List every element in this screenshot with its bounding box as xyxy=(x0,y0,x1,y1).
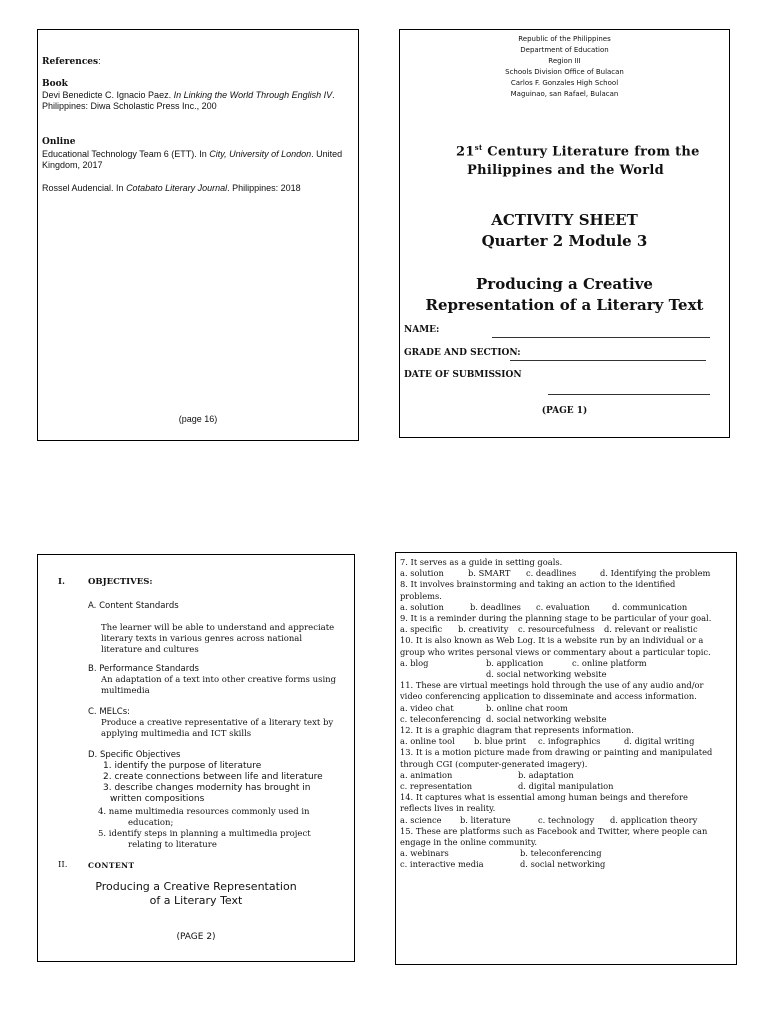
objectives-page xyxy=(37,554,355,962)
question-9-options: a. specific b. creativity c. resourcefulness d. relevant or realistic xyxy=(400,624,698,635)
page-number: (PAGE 2) xyxy=(176,932,216,942)
question-14-options: a. science b. literature c. technology d. application theory xyxy=(400,814,698,825)
online-reference-1: Educational Technology Team 6 (ETT). In City, University of London. United Kingdom, 2017 xyxy=(42,149,343,170)
specific-objective-2: 2. create connections between life and literature xyxy=(103,772,323,782)
date-submission-label: DATE OF SUBMISSION xyxy=(404,370,522,380)
date-submission-line[interactable] xyxy=(548,394,710,395)
subject-title: 21st Century Literature from the Philippines and the World xyxy=(456,143,700,179)
content-standards-label: A. Content Standards xyxy=(88,601,179,611)
section-1-title: OBJECTIVES: xyxy=(88,577,153,587)
topic-title: Producing a Creative Representation of a Literary Text xyxy=(425,275,704,314)
questions-page xyxy=(395,552,737,965)
question-13: 13. It is a motion picture made from drawing or painting and manipulated xyxy=(400,747,713,758)
page-number: (PAGE 1) xyxy=(541,406,588,416)
question-12: 12. It is a graphic diagram that represents information. xyxy=(400,725,634,736)
content-title: Producing a Creative Representation of a Literary Text xyxy=(95,880,297,907)
question-8: 8. It involves brainstorming and taking an action to the identified xyxy=(400,579,676,590)
school-header: Republic of the Philippines Department of Education Region III Schools Division Office of Bulacan Carlos F. Gonzales High School Maguinao, san Rafael, Bulacan xyxy=(505,35,624,98)
melcs-label: C. MELCs: xyxy=(88,707,131,717)
question-12-options: a. online tool b. blue print c. infographics d. digital writing xyxy=(400,736,695,747)
question-8-options: a. solution b. deadlines c. evaluation d. communication xyxy=(400,601,688,612)
question-7: 7. It serves as a guide in setting goals. xyxy=(400,557,563,567)
activity-sheet-title: ACTIVITY SHEET Quarter 2 Module 3 xyxy=(481,211,648,250)
online-reference-2: Rossel Audencial. In Cotabato Literary Journal. Philippines: 2018 xyxy=(42,183,301,193)
book-label: Book xyxy=(42,79,68,89)
question-10: 10. It is also known as Web Log. It is a website run by an individual or a xyxy=(400,635,704,646)
section-2-number: II. xyxy=(58,860,68,870)
book-reference: Devi Benedicte C. Ignacio Paez. In Linking the World Through English IV. Philippines: Diwa Scholastic Press Inc., 200 xyxy=(42,90,335,111)
specific-objective-4: 4. name multimedia resources commonly used in education; xyxy=(98,807,310,828)
question-10-options: a. blog b. application c. online platform xyxy=(400,657,647,668)
content-standards-text: The learner will be able to understand and appreciate literary texts in various genres across national literature and cultures xyxy=(101,623,335,655)
references-heading: References: xyxy=(42,56,101,67)
question-11-options: a. video chat b. online chat room xyxy=(400,702,568,713)
online-label: Online xyxy=(42,137,76,147)
question-11: 11. These are virtual meetings hold through the use of any audio and/or xyxy=(400,680,704,691)
specific-objective-5: 5. identify steps in planning a multimedia project relating to literature xyxy=(98,829,311,850)
question-7-options: a. solution b. SMART c. deadlines d. Identifying the problem xyxy=(400,568,711,579)
question-list: 7. It serves as a guide in setting goals. a. solution b. SMART c. deadlines d. Identifying the problem 8. It involves brainstorming and taking an action to the identified problems. a. solution b. deadlines c. evaluation d. communication 9. It is a reminder during the planning stage to be particular of your goal. a. specific b. creativity c. resourcefulness d. relevant or realistic 10. It is also known as Web Log. It is a website run by an individual or a group who writes personal views or commentary about a particular topic. a. blog b. application c. online platform d. social networking website 11. These are virtual meetings hold through the use of any audio and/or video conferencing application to disseminate and access information. a. video chat b. online chat room c. teleconferencing d. social networking website 12. It is a graphic diagram that represents information. a. online tool b. blue print c. infographics d. digital writing 13. It is a motion picture made from drawing or painting and manipulated through CGI (computer-generated imagery). a. animation b. adaptation c. representation d. digital manipulation 14. It captures what is essential among human beings and therefore reflects lives in reality. a. science b. literature c. technology d. application theory 15. These are platforms such as Facebook and Twitter, where people can engage in the online community. a. webinars b. teleconferencing c. interactive media d. social networking xyxy=(400,557,732,871)
grade-section-line[interactable] xyxy=(510,360,706,361)
question-13-options: a. animation b. adaptation xyxy=(400,769,574,780)
question-14: 14. It captures what is essential among human beings and therefore xyxy=(400,792,688,803)
section-1-number: I. xyxy=(58,577,65,587)
grade-section-label: GRADE AND SECTION: xyxy=(404,348,521,358)
question-15: 15. These are platforms such as Facebook and Twitter, where people can xyxy=(400,825,708,836)
question-9: 9. It is a reminder during the planning stage to be particular of your goal. xyxy=(400,613,712,624)
performance-standards-text: An adaptation of a text into other creative forms using multimedia xyxy=(101,675,337,696)
name-label: NAME: xyxy=(404,325,440,335)
section-2-title: CONTENT xyxy=(88,861,135,870)
cover-page xyxy=(399,29,730,438)
specific-objectives-label: D. Specific Objectives xyxy=(88,750,181,760)
references-page xyxy=(37,29,359,441)
melcs-text: Produce a creative representative of a literary text by applying multimedia and ICT skills xyxy=(101,718,334,739)
performance-standards-label: B. Performance Standards xyxy=(88,664,199,674)
specific-objective-1: 1. identify the purpose of literature xyxy=(103,761,262,771)
specific-objective-3: 3. describe changes modernity has brought in written compositions xyxy=(103,783,311,804)
question-15-options: a. webinars b. teleconferencing xyxy=(400,848,602,859)
page-number: (page 16) xyxy=(178,414,218,424)
name-line[interactable] xyxy=(492,337,710,338)
